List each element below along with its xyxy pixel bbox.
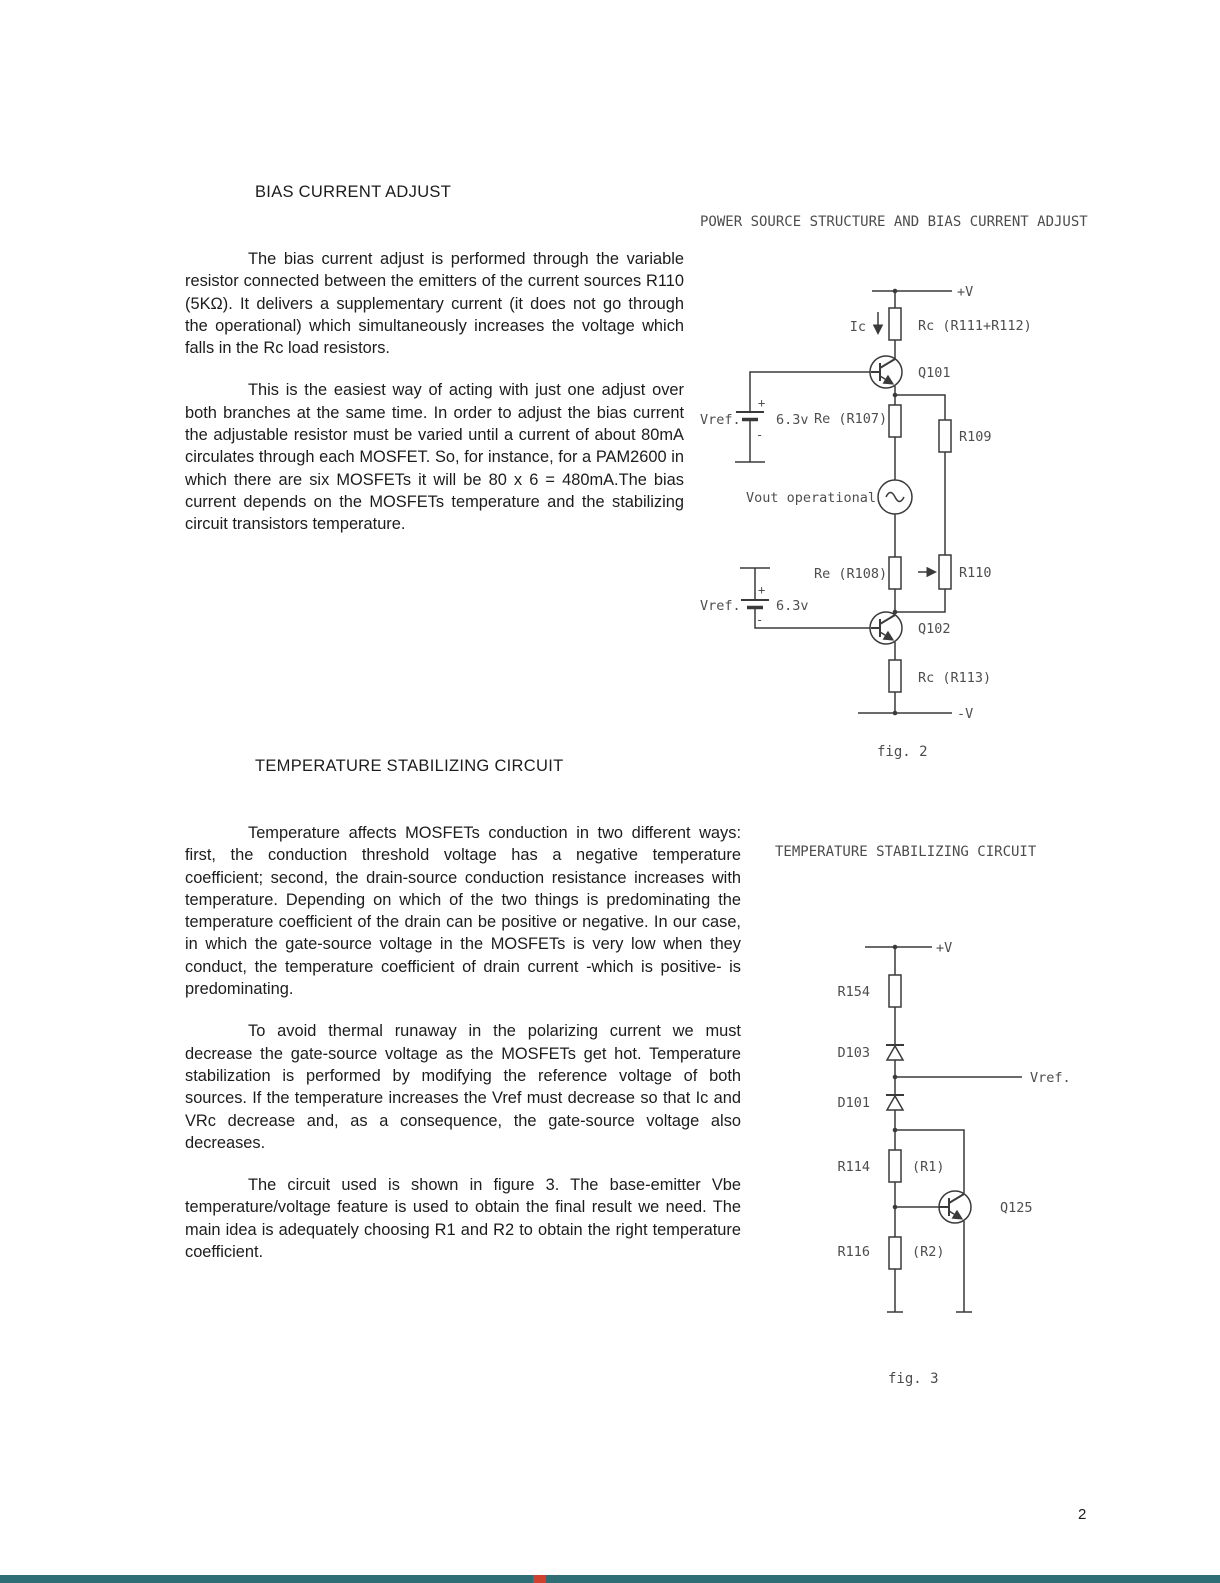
- section2-heading: TEMPERATURE STABILIZING CIRCUIT: [255, 757, 564, 775]
- label-minus-top: -: [756, 428, 764, 442]
- label-q101: Q101: [918, 365, 951, 381]
- label-minus-v: -V: [957, 706, 974, 722]
- page-number: 2: [1078, 1506, 1087, 1523]
- label-r110: R110: [959, 565, 992, 581]
- resistor-re-r108: [889, 557, 901, 589]
- figure3-title: TEMPERATURE STABILIZING CIRCUIT: [775, 844, 1037, 860]
- label-vref-bottom: Vref.: [700, 598, 741, 614]
- junction-dot: [893, 711, 898, 716]
- transistor-q102: [870, 612, 902, 644]
- paragraph: The bias current adjust is performed through the variable resistor connected between the emitters of the current sources R110 (5KΩ). It delivers a supplementary current (it does not go through the operational) which simultaneously increases the voltage which falls in the Rc load resistors.: [185, 250, 684, 358]
- label-d101: D101: [837, 1095, 870, 1111]
- label-63v-top: 6.3v: [776, 412, 809, 428]
- label-q102: Q102: [918, 621, 951, 637]
- figure3-caption: fig. 3: [888, 1371, 939, 1387]
- resistor-r114: [889, 1150, 901, 1182]
- resistor-re-r107: [889, 405, 901, 437]
- label-63v-bottom: 6.3v: [776, 598, 809, 614]
- label-ic: Ic: [849, 319, 866, 335]
- label-plus-v: +V: [936, 940, 953, 956]
- junction-dot: [893, 1075, 898, 1080]
- label-vref-top: Vref.: [700, 412, 741, 428]
- label-minus-bottom: -: [756, 613, 764, 627]
- label-plus-bottom: +: [758, 583, 766, 597]
- label-q125: Q125: [1000, 1200, 1033, 1216]
- figure2-title: POWER SOURCE STRUCTURE AND BIAS CURRENT ADJUST: [700, 214, 1088, 230]
- paragraph: The circuit used is shown in figure 3. The base-emitter Vbe temperature/voltage feature is used to obtain the final result we need. The main idea is adequately choosing R1 and R2 to obtain the right temperature coefficient.: [185, 1176, 741, 1262]
- label-d103: D103: [837, 1045, 870, 1061]
- bottom-scan-marker: [533, 1575, 546, 1583]
- resistor-r116: [889, 1237, 901, 1269]
- label-plus-top: +: [758, 396, 766, 410]
- resistor-r154: [889, 975, 901, 1007]
- label-r116: R116: [837, 1244, 870, 1260]
- paragraph: Temperature affects MOSFETs conduction in two different ways: first, the conduction threshold voltage has a negative temperature coefficient; second, the drain-source conduction resistance increases with temperature. Depending on which of the two things is predominating the temperature coefficient of the drain can be positive or negative. In our case, in which the gate-source voltage in the MOSFETs is very low when they conduct, the temperature coefficient of drain current -which is positive- is predominating.: [185, 824, 741, 999]
- label-r114: R114: [837, 1159, 870, 1175]
- diode-d103: [886, 1045, 904, 1060]
- junction-dot: [893, 945, 898, 950]
- label-plus-v: +V: [957, 284, 974, 300]
- label-r1: (R1): [912, 1159, 945, 1175]
- figure2-caption: fig. 2: [877, 744, 928, 760]
- figure2-schematic: [690, 255, 1110, 735]
- bottom-scan-bar: [0, 1575, 1220, 1583]
- resistor-r109: [939, 420, 951, 452]
- paragraph: To avoid thermal runaway in the polarizing current we must decrease the gate-source voltage as the MOSFETs get hot. Temperature stabilization is performed by modifying the reference voltage of both sources. If the temperature increases the Vref must decrease so that Ic and VRc decrease and, as a consequence, the gate-source voltage also decreases.: [185, 1022, 741, 1152]
- label-vref: Vref.: [1030, 1070, 1071, 1086]
- junction-dot: [893, 1205, 898, 1210]
- section1-text: [185, 248, 684, 556]
- potentiometer-r110: [939, 555, 951, 589]
- battery-vref-bottom: [741, 600, 769, 608]
- label-rc-bottom: Rc (R113): [918, 670, 992, 686]
- transistor-q101: [870, 356, 902, 388]
- label-re-top: Re (R107): [814, 411, 888, 427]
- section1-heading: BIAS CURRENT ADJUST: [255, 183, 452, 201]
- vout-operational-source: [878, 480, 912, 514]
- figure3-schematic: [800, 930, 1080, 1330]
- junction-dot: [893, 1128, 898, 1133]
- junction-dot: [893, 289, 898, 294]
- junction-dot: [893, 393, 898, 398]
- diode-d101: [886, 1095, 904, 1110]
- label-r109: R109: [959, 429, 992, 445]
- label-vout: Vout operational: [745, 490, 876, 506]
- resistor-rc-r111-r112: [889, 308, 901, 340]
- transistor-q125: [939, 1191, 971, 1223]
- paragraph: This is the easiest way of acting with just one adjust over both branches at the same time. In order to adjust the bias current the adjustable resistor must be varied until a current of about 80mA circulates through each MOSFET. So, for instance, for a PAM2600 in which there are six MOSFETs it will be 80 x 6 = 480mA.The bias current depends on the MOSFETs temperature and the stabilizing circuit transistors temperature.: [185, 381, 684, 534]
- label-re-bottom: Re (R108): [814, 566, 888, 582]
- label-rc-top: Rc (R111+R112): [918, 318, 1032, 334]
- junction-dot: [893, 610, 898, 615]
- section2-text: [185, 822, 741, 1283]
- resistor-rc-r113: [889, 660, 901, 692]
- label-r154: R154: [837, 984, 870, 1000]
- label-r2: (R2): [912, 1244, 945, 1260]
